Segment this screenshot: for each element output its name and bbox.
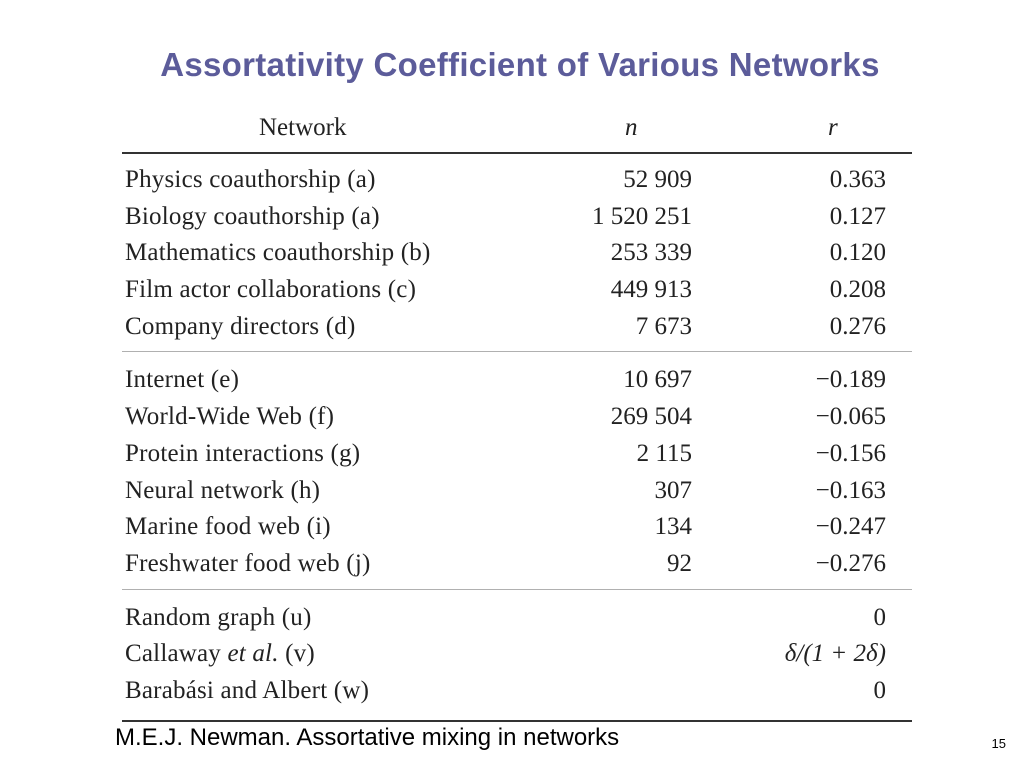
slide-title: Assortativity Coefficient of Various Networks [160,46,880,83]
network-name: Neural network (h) [125,476,321,504]
network-size: 253 339 [610,239,692,267]
table-row [122,673,912,710]
assortativity-value: −0.163 [815,476,886,504]
table-row [122,235,912,272]
network-name-italic: et al. [227,640,279,668]
network-name: Company directors (d) [125,312,356,340]
assortativity-value: δ/(1 + 2δ) [784,640,886,668]
header-n: n [625,114,638,141]
assortativity-value: 0 [873,603,886,631]
network-name: Freshwater food web (j) [125,549,371,577]
table-row [122,199,912,236]
assortativity-value: −0.189 [815,366,886,394]
network-name: Mathematics coauthorship (b) [125,239,431,267]
table-row [122,509,912,546]
assortativity-value: 0.276 [829,312,886,340]
network-name: Marine food web (i) [125,513,331,541]
table-row [122,473,912,510]
network-name: World-Wide Web (f) [125,403,335,431]
network-size: 10 697 [623,366,692,394]
table-row [122,272,912,309]
network-name-part: (v) [278,640,315,668]
assortativity-value: −0.247 [815,513,886,541]
network-size: 2 115 [636,439,692,467]
assortativity-value: 0.363 [829,166,886,193]
network-name: Protein interactions (g) [125,439,361,467]
table-row [122,309,912,346]
assortativity-value: 0.208 [829,276,886,304]
table-row [122,362,912,399]
table-group-social [122,154,912,345]
network-size: 7 673 [635,312,692,340]
assortativity-value: −0.156 [815,439,886,467]
network-name: Biology coauthorship (a) [125,202,380,230]
table-row [122,436,912,473]
table-group-models [122,589,912,710]
network-size: 134 [654,513,692,541]
table-row [122,600,912,637]
network-name [125,640,315,668]
network-name: Internet (e) [125,366,240,394]
network-size: 1 520 251 [592,202,692,230]
table-row [122,399,912,436]
network-name: Random graph (u) [125,603,312,631]
network-size: 269 504 [610,403,692,431]
table-row [122,636,912,673]
table-group-technological-biological [122,351,912,582]
citation: M.E.J. Newman. Assortative mixing in networks [115,724,620,751]
table-row [122,162,912,199]
network-size: 307 [654,476,692,504]
table-header-row [122,108,912,154]
network-size: 52 909 [623,166,692,193]
table-row [122,546,912,583]
network-name: Barabási and Albert (w) [125,676,370,704]
assortativity-value: 0.127 [829,202,886,230]
assortativity-value: 0.120 [829,239,886,267]
network-size: 92 [667,549,692,577]
assortativity-value: −0.276 [815,549,886,577]
page-number: 15 [991,736,1006,751]
assortativity-value: 0 [873,676,886,704]
assortativity-value: −0.065 [815,403,886,431]
header-r: r [828,114,838,141]
network-name: Film actor collaborations (c) [125,276,417,304]
table-bottom-rule [122,720,912,722]
header-network: Network [259,114,347,141]
network-name: Physics coauthorship (a) [125,166,376,193]
network-size: 449 913 [610,276,692,304]
network-name-part: Callaway [125,640,228,668]
assortativity-table [122,108,912,722]
